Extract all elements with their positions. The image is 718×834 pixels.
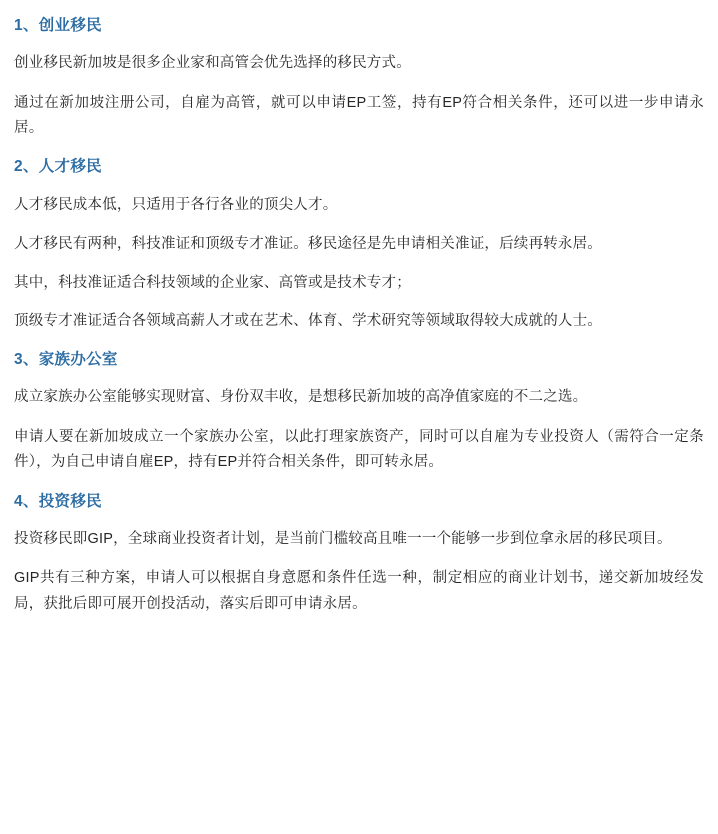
paragraph: 人才移民成本低，只适用于各行各业的顶尖人才。 xyxy=(14,196,338,213)
section-heading: 3、家族办公室 xyxy=(14,351,118,369)
section-talent-immigration xyxy=(14,155,704,334)
section-heading: 1、创业移民 xyxy=(14,17,102,34)
paragraph: 申请人要在新加坡成立一个家族办公室，以此打理家族资产，同时可以自雇为专业投资人（需符合一定条件），为自己申请自雇EP，持有EP并符合相关条件，即可转永居。 xyxy=(14,428,704,471)
paragraph: 通过在新加坡注册公司，自雇为高管，就可以申请EP工签，持有EP符合相关条件，还可以进一步申请永居。 xyxy=(14,94,704,136)
section-heading: 2、人才移民 xyxy=(14,158,102,176)
section-family-office xyxy=(14,348,704,475)
paragraph: 人才移民有两种，科技准证和顶级专才准证。移民途径是先申请相关准证，后续再转永居。 xyxy=(14,236,602,252)
paragraph: 顶级专才准证适合各领域高薪人才或在艺术、体育、学术研究等领域取得较大成就的人士。 xyxy=(14,312,602,329)
paragraph: 投资移民即GIP，全球商业投资者计划，是当前门槛较高且唯一一个能够一步到位拿永居的移民项目。 xyxy=(14,530,672,547)
section-heading: 4、投资移民 xyxy=(14,492,102,510)
section-investment-immigration xyxy=(14,490,704,617)
paragraph: 创业移民新加坡是很多企业家和高管会优先选择的移民方式。 xyxy=(14,55,411,72)
paragraph: GIP共有三种方案，申请人可以根据自身意愿和条件任选一种，制定相应的商业计划书，递交新加坡经发局，获批后即可展开创投活动，落实后即可申请永居。 xyxy=(14,570,704,612)
section-entrepreneur-immigration xyxy=(14,14,704,141)
paragraph: 成立家族办公室能够实现财富、身份双丰收，是想移民新加坡的高净值家庭的不二之选。 xyxy=(14,389,588,406)
paragraph: 其中，科技准证适合科技领域的企业家、高管或是技术专才； xyxy=(14,275,411,292)
